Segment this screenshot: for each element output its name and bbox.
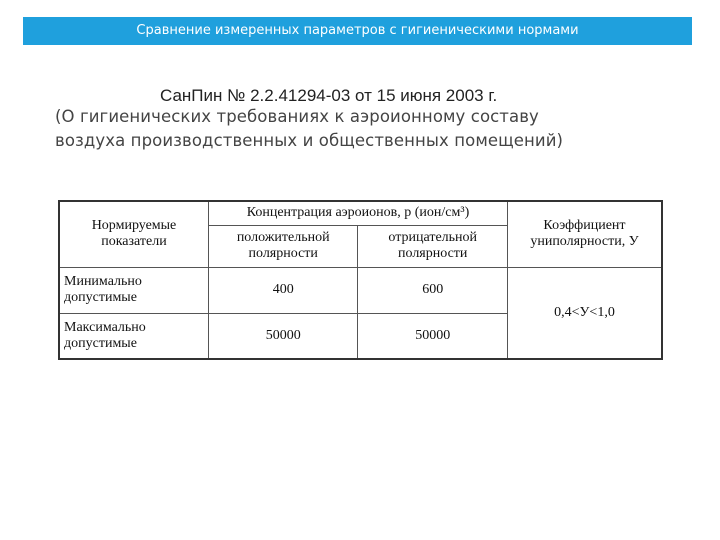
norms-table: [58, 200, 663, 360]
header-coefficient: Коэффициент униполярности, У: [507, 201, 662, 267]
cell-coefficient-value: 0,4<У<1,0: [507, 267, 662, 359]
row-label-min: Минимально допустимые: [59, 267, 208, 313]
header-indicators: Нормируемые показатели: [59, 201, 208, 267]
slide-title: Сравнение измеренных параметров с гигиеническими нормами: [136, 23, 579, 38]
document-reference: СанПин № 2.2.41294-03 от 15 июня 2003 г.: [160, 86, 498, 105]
cell-max-negative: 50000: [358, 313, 507, 359]
table-row: [59, 267, 662, 313]
header-positive: положительной полярности: [208, 225, 358, 267]
cell-min-positive: 400: [208, 267, 358, 313]
table-header-row: [59, 201, 662, 225]
row-label-max: Максимально допустимые: [59, 313, 208, 359]
header-concentration: Концентрация аэроионов, р (ион/см³): [208, 201, 507, 225]
slide-title-bar: [23, 17, 692, 45]
cell-max-positive: 50000: [208, 313, 358, 359]
cell-min-negative: 600: [358, 267, 507, 313]
header-negative: отрицательной полярности: [358, 225, 507, 267]
document-description-line2: воздуха производственных и общественных помещений): [55, 131, 564, 150]
document-description-line1: (О гигиенических требованиях к аэроионному составу: [55, 107, 539, 126]
